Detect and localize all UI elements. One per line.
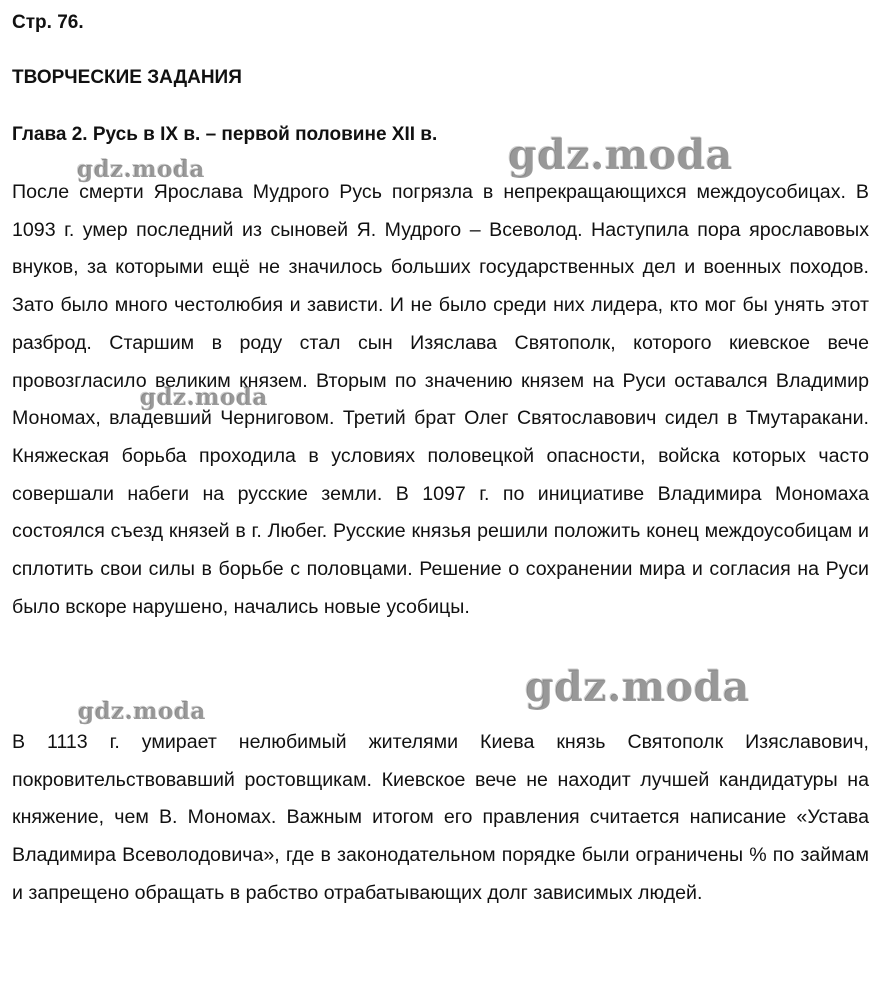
watermark-logo: gdz.moda <box>508 131 733 179</box>
watermark-logo: gdz.moda <box>77 156 205 183</box>
watermark-logo: gdz.moda <box>140 384 268 411</box>
chapter-title: Глава 2. Русь в IX в. – первой половине XII в. <box>12 124 438 145</box>
section-title: ТВОРЧЕСКИЕ ЗАДАНИЯ <box>12 67 242 88</box>
paragraph-2: В 1113 г. умирает нелюбимый жителями Киева князь Святополк Изяславович, покровительствовавший ростовщикам. Киевское вече не находит лучшей кандидатуры на княжение, чем В. Мономах. Важным итогом его правления считается написание «Устава Владимира Всеволодовича», где в законодательном порядке были ограничены % по займам и запрещено обращать в рабство отрабатывающих долг зависимых людей. <box>12 731 869 904</box>
paragraph-1: После смерти Ярослава Мудрого Русь погрязла в непрекращающихся междоусобицах. В 1093 г. умер последний из сыновей Я. Мудрого – Всеволод. Наступила пора ярославовых внуков, за которыми ещё не значилось больших государственных дел и военных походов. Зато было много честолюбия и зависти. И не было среди них лидера, кто мог бы унять этот разброд. Старшим в роду стал сын Изяслава Святополк, которого киевское вече провозгласило великим князем. Вторым по значению князем на Руси оставался Владимир Мономах, владевший Черниговом. Третий брат Олег Святославович сидел в Тмутаракани. Княжеская борьба проходила в условиях половецкой опасности, войска которых часто совершали набеги на русские земли. В 1097 г. по инициативе Владимира Мономаха состоялся съезд князей в г. Любег. Русские князья решили положить конец междоусобицам и сплотить свои силы в борьбе с половцами. Решение о сохранении мира и согласия на Руси было вскоре нарушено, начались новые усобицы. <box>12 181 869 618</box>
watermark-logo: gdz.moda <box>525 663 750 711</box>
watermark-logo: gdz.moda <box>78 698 206 725</box>
page-number: Стр. 76. <box>12 12 84 33</box>
